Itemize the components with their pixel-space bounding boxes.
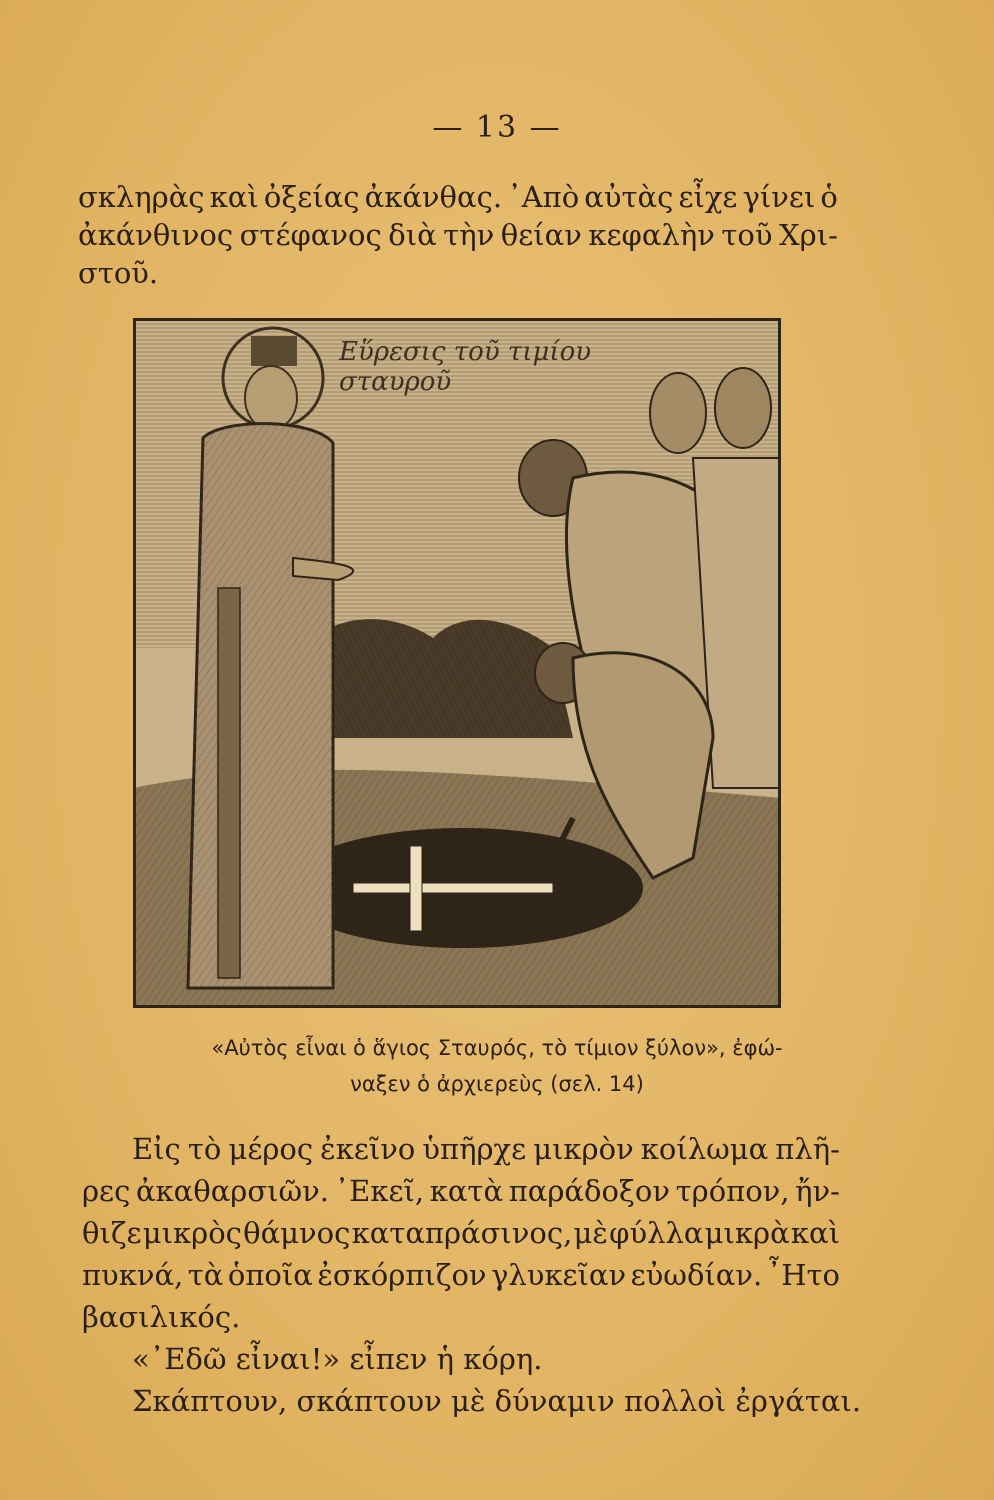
crown (251, 336, 297, 366)
word: καὶ (209, 180, 259, 214)
word: ρες (82, 1174, 131, 1208)
word: μέρος (228, 1132, 314, 1166)
word: τοῦ (721, 218, 773, 252)
word: σκληρὰς (78, 180, 205, 214)
man-head-2 (715, 368, 771, 448)
word: κατὰ (429, 1174, 504, 1208)
word: ὀξείας (263, 180, 360, 214)
word: ὑπῆρχε (422, 1132, 527, 1166)
cross-post (410, 846, 422, 931)
word: ὁ (820, 180, 838, 214)
caption-line: «Αὐτὸς εἶναι ὁ ἅγιος Σταυρός, τὸ τίμιον ξύλον», ἐφώ- (211, 1036, 783, 1060)
paragraph-line (78, 216, 838, 254)
word: αὐτὰς (584, 180, 674, 214)
word: τὰ (187, 1258, 224, 1292)
top-paragraph (78, 178, 838, 292)
word: ᾿Απὸ (507, 180, 580, 214)
word: γίνει (742, 180, 816, 214)
paragraph-line (78, 178, 838, 216)
body-line (82, 1170, 840, 1212)
body-line (82, 1212, 840, 1254)
word: εὐωδίαν. (630, 1258, 763, 1292)
illustration-caption (0, 1030, 994, 1102)
robe-band (218, 588, 240, 978)
word: ἀκάνθινος (78, 218, 234, 252)
word: ἀκαθαρσιῶν. (135, 1174, 330, 1208)
word: τὸ (187, 1132, 222, 1166)
word: μὲ (573, 1216, 608, 1250)
word: ῏Ητο (766, 1258, 840, 1292)
word: διὰ (388, 218, 437, 252)
word: πλῆ- (775, 1132, 840, 1166)
word: πυκνά, (82, 1258, 184, 1292)
cross-beam (353, 883, 553, 893)
word: ἤν- (795, 1174, 840, 1208)
word: Χρι- (779, 218, 838, 252)
word: καταπράσινος, (351, 1216, 573, 1250)
body-line: Σκάπτουν, σκάπτουν μὲ δύναμιν πολλοὶ ἐργάται. (132, 1384, 862, 1418)
engraving-svg (133, 318, 781, 1008)
word: θάμνος (243, 1216, 351, 1250)
word: θιζε (82, 1216, 142, 1250)
word: μικρὰ (704, 1216, 790, 1250)
inscription-line-2: σταυροῦ (339, 367, 452, 397)
word: ἀκάνθας. (364, 180, 503, 214)
body-line: «᾿Εδῶ εἶναι!» εἶπεν ἡ κόρη. (132, 1342, 543, 1376)
word: παράδοξον (508, 1174, 670, 1208)
word: στέφανος (239, 218, 382, 252)
word: Εἰς (132, 1132, 181, 1166)
word: φύλλα (609, 1216, 704, 1250)
man-head-1 (650, 373, 706, 453)
word: μικρὸς (142, 1216, 242, 1250)
caption-line: ναξεν ὁ ἀρχιερεὺς (σελ. 14) (350, 1072, 644, 1096)
word: ᾿Εκεῖ, (334, 1174, 425, 1208)
body-line (82, 1254, 840, 1296)
word: εἶχε (678, 180, 738, 214)
word: μικρὸν (533, 1132, 634, 1166)
word: καὶ (790, 1216, 840, 1250)
body-text (82, 1128, 862, 1422)
word: ὁποῖα (227, 1258, 313, 1292)
word: κοίλωμα (640, 1132, 769, 1166)
word: ἐκεῖνο (320, 1132, 416, 1166)
body-line: βασιλικός. (82, 1300, 241, 1334)
word: θείαν (500, 218, 582, 252)
word: τὴν (443, 218, 495, 252)
page-number: — 13 — (432, 110, 562, 145)
word: κεφαλὴν (588, 218, 715, 252)
word: ἐσκόρπιζον (317, 1258, 487, 1292)
shrub-hatching (313, 619, 573, 738)
inscription-line-1: Εὕρεσις τοῦ τιμίου (339, 337, 592, 367)
robe-hatching (188, 424, 333, 988)
saint-face (245, 366, 297, 430)
engraving-illustration (133, 318, 781, 1008)
word: γλυκεῖαν (491, 1258, 627, 1292)
body-line (82, 1128, 840, 1170)
paragraph-line: στοῦ. (78, 256, 159, 290)
word: τρόπον, (675, 1174, 790, 1208)
